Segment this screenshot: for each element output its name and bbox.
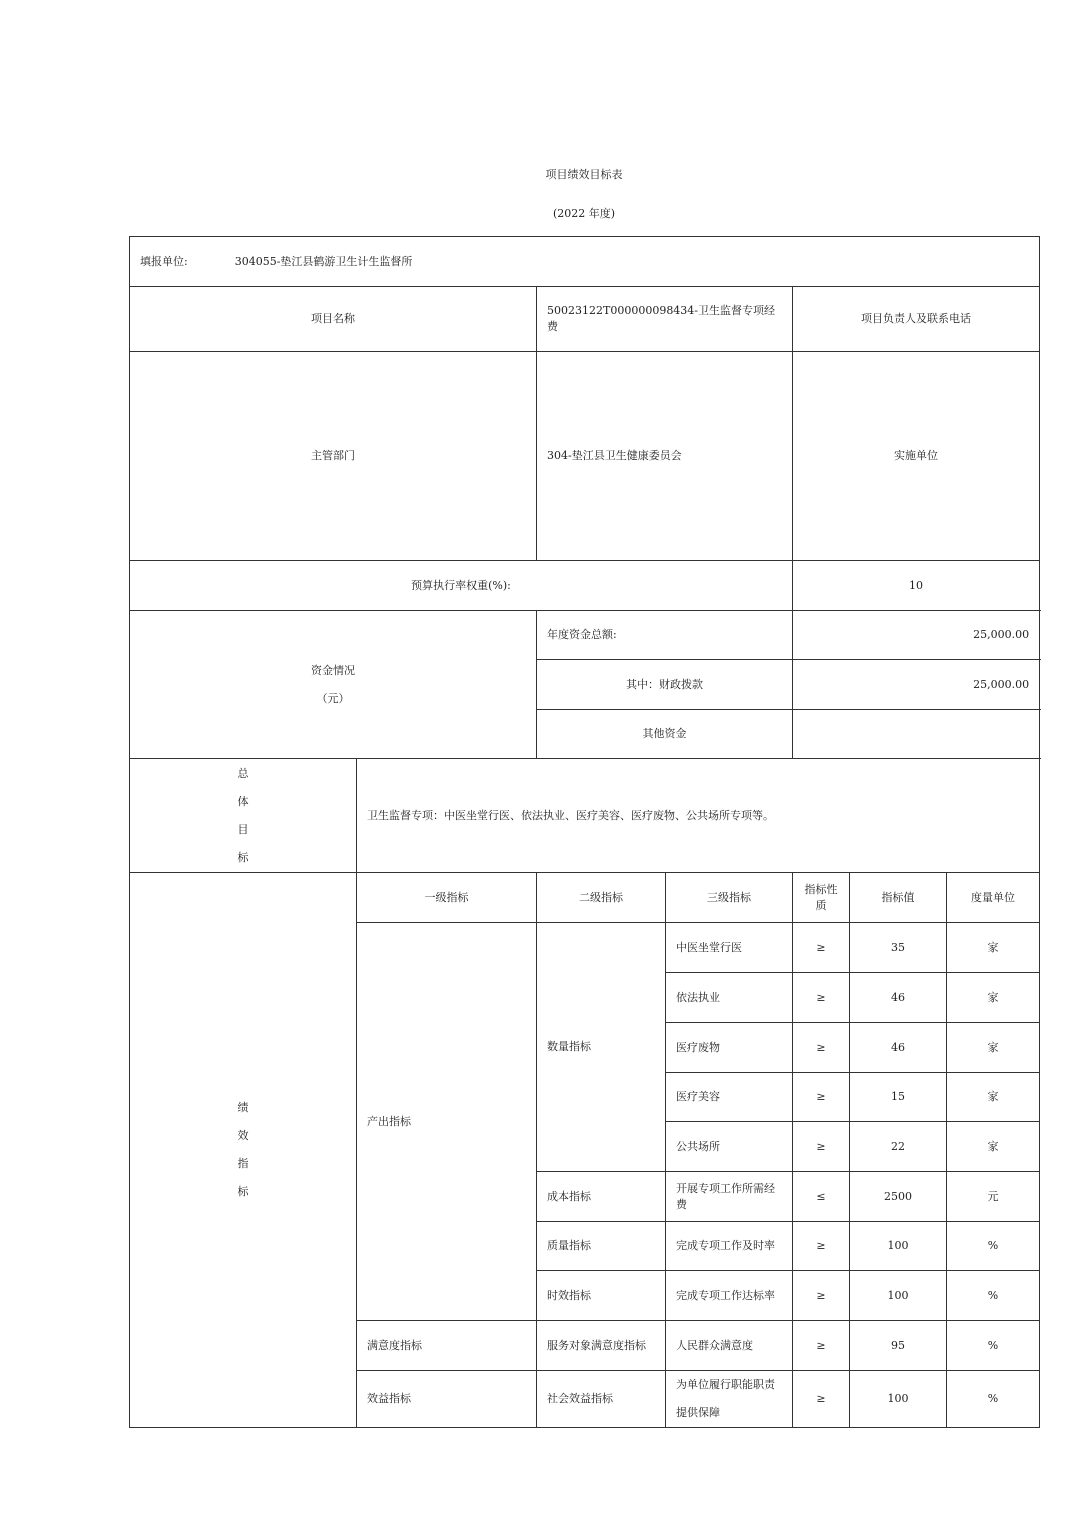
value-cell: 95 (850, 1321, 947, 1371)
level3-name: 人民群众满意度 (666, 1321, 793, 1371)
annual-total-value: 25,000.00 (793, 611, 1040, 660)
unit-cell: 家 (947, 1023, 1040, 1073)
value-cell: 35 (850, 923, 947, 973)
fill-unit-value: 304055-垫江县鹤游卫生计生监督所 (234, 254, 413, 268)
level3-name: 公共场所 (666, 1122, 793, 1172)
nature-cell: ≥ (793, 1122, 850, 1172)
indicator-label-char: 效 (237, 1129, 249, 1142)
dept-row (130, 352, 1040, 561)
level2-service-satisfaction: 服务对象满意度指标 (537, 1321, 666, 1371)
budget-rate-row (130, 561, 1040, 611)
goal-label (130, 759, 357, 873)
header-level1: 一级指标 (357, 873, 537, 923)
level2-timeliness: 时效指标 (537, 1271, 666, 1321)
fill-unit-row (130, 237, 1040, 287)
indicator-label-char: 绩 (237, 1101, 249, 1114)
nature-cell: ≥ (793, 1222, 850, 1271)
indicator-header-row (130, 873, 1040, 923)
document-year: (2022 年度) (552, 207, 616, 220)
unit-cell: 家 (947, 1073, 1040, 1122)
impl-label: 实施单位 (793, 352, 1040, 561)
unit-cell: % (947, 1321, 1040, 1371)
annual-total-label: 年度资金总额: (537, 611, 793, 660)
other-funds-label: 其他资金 (537, 710, 793, 759)
contact-label: 项目负责人及联系电话 (793, 287, 1040, 352)
level1-benefit: 效益指标 (357, 1371, 537, 1428)
goal-label-char: 目 (237, 822, 249, 836)
other-funds-value (793, 710, 1040, 759)
header-level3: 三级指标 (666, 873, 793, 923)
project-name-label: 项目名称 (130, 287, 537, 352)
fiscal-value: 25,000.00 (793, 660, 1040, 710)
unit-cell: % (947, 1271, 1040, 1321)
unit-cell: 家 (947, 1122, 1040, 1172)
goal-label-char: 总 (237, 766, 249, 780)
header-value: 指标值 (850, 873, 947, 923)
goal-text: 卫生监督专项：中医坐堂行医、依法执业、医疗美容、医疗废物、公共场所专项等。 (357, 759, 1040, 873)
goal-label-char: 标 (237, 850, 249, 864)
funds-unit: （元） (316, 691, 350, 705)
level3-name: 依法执业 (666, 973, 793, 1023)
fill-unit-label: 填报单位: (140, 254, 188, 268)
header-unit: 度量单位 (947, 873, 1040, 923)
indicator-label-char: 指 (237, 1157, 249, 1170)
level3-name: 开展专项工作所需经费 (666, 1172, 793, 1222)
level3-name: 完成专项工作达标率 (666, 1271, 793, 1321)
value-cell: 2500 (850, 1172, 947, 1222)
value-cell: 100 (850, 1371, 947, 1428)
funds-label-cell (130, 611, 537, 759)
level1-output: 产出指标 (357, 923, 537, 1321)
level3-name: 完成专项工作及时率 (666, 1222, 793, 1271)
budget-rate-value: 10 (793, 561, 1040, 611)
indicator-label (130, 873, 357, 1428)
goal-label-char: 体 (237, 794, 249, 808)
unit-cell: % (947, 1222, 1040, 1271)
unit-cell: 元 (947, 1172, 1040, 1222)
annual-total-row (130, 611, 1040, 660)
fiscal-label: 其中：财政拨款 (537, 660, 793, 710)
project-name-value: 50023122T000000098434-卫生监督专项经费 (537, 287, 793, 352)
nature-cell: ≥ (793, 1023, 850, 1073)
level3-name: 为单位履行职能职责提供保障 (666, 1371, 793, 1428)
level3-name: 中医坐堂行医 (666, 923, 793, 973)
unit-cell: 家 (947, 973, 1040, 1023)
funds-label: 资金情况 (311, 663, 355, 677)
header-level2: 二级指标 (537, 873, 666, 923)
dept-value: 304-垫江县卫生健康委员会 (537, 352, 793, 561)
level2-quantity: 数量指标 (537, 923, 666, 1172)
nature-cell: ≥ (793, 1073, 850, 1122)
level3-name: 医疗美容 (666, 1073, 793, 1122)
document-title: 项目绩效目标表 (545, 168, 623, 181)
level2-quality: 质量指标 (537, 1222, 666, 1271)
nature-cell: ≥ (793, 1271, 850, 1321)
project-row (130, 287, 1040, 352)
value-cell: 46 (850, 1023, 947, 1073)
goal-row (130, 759, 1040, 873)
nature-cell: ≥ (793, 1371, 850, 1428)
level2-cost: 成本指标 (537, 1172, 666, 1222)
value-cell: 100 (850, 1271, 947, 1321)
unit-cell: % (947, 1371, 1040, 1428)
budget-rate-label: 预算执行率权重(%): (130, 561, 793, 611)
value-cell: 100 (850, 1222, 947, 1271)
value-cell: 22 (850, 1122, 947, 1172)
level3-name: 医疗废物 (666, 1023, 793, 1073)
nature-cell: ≥ (793, 973, 850, 1023)
header-nature: 指标性质 (793, 873, 850, 923)
value-cell: 46 (850, 973, 947, 1023)
dept-label: 主管部门 (130, 352, 537, 561)
nature-cell: ≥ (793, 1321, 850, 1371)
level2-social-benefit: 社会效益指标 (537, 1371, 666, 1428)
nature-cell: ≥ (793, 923, 850, 973)
unit-cell: 家 (947, 923, 1040, 973)
performance-table (129, 236, 1040, 1428)
value-cell: 15 (850, 1073, 947, 1122)
nature-cell: ≤ (793, 1172, 850, 1222)
level1-satisfaction: 满意度指标 (357, 1321, 537, 1371)
indicator-label-char: 标 (237, 1185, 249, 1198)
